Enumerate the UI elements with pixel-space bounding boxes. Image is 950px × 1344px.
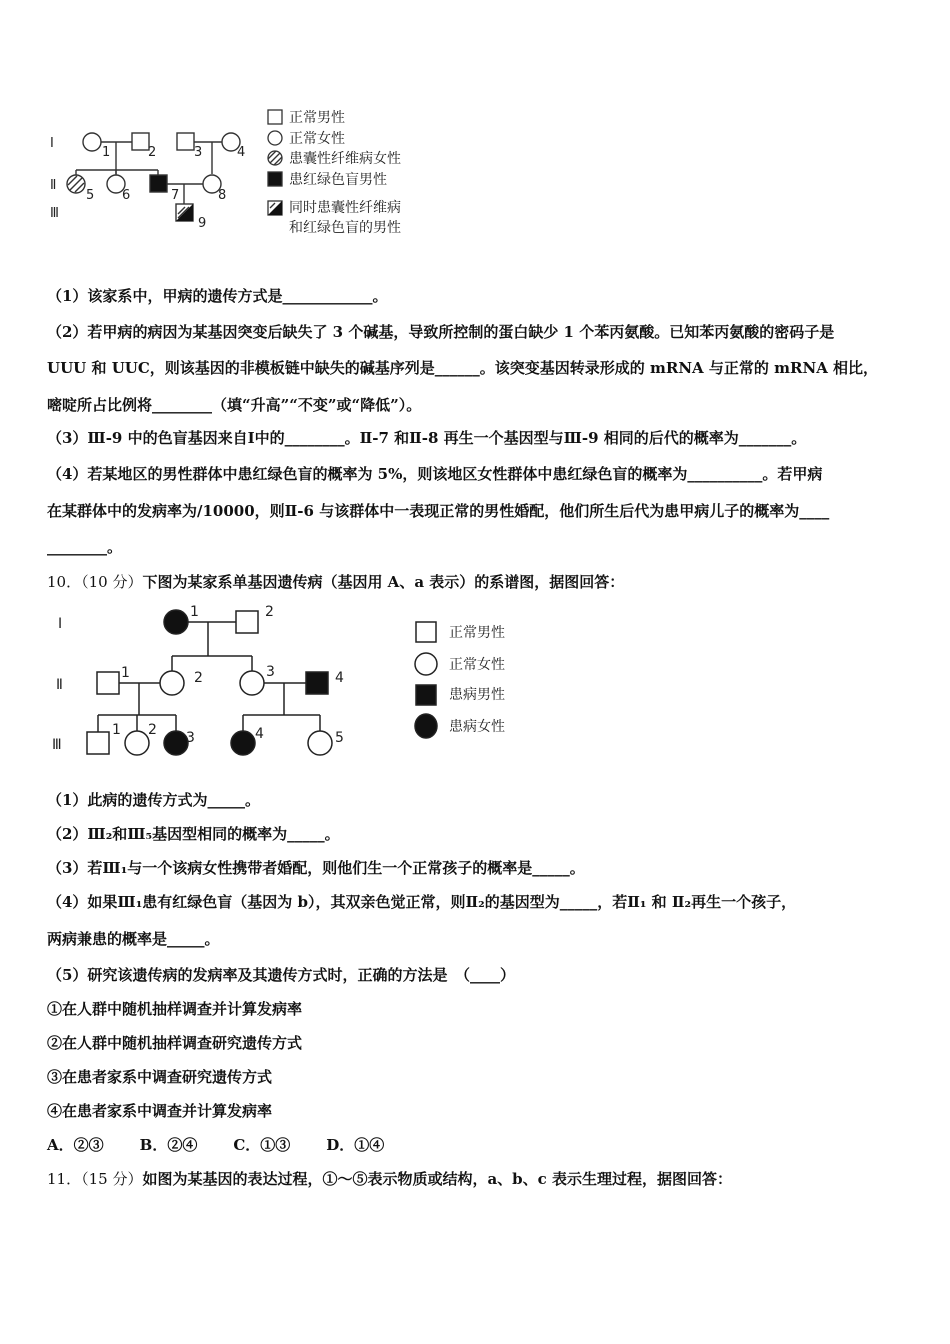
legend1-both-male-line1: 同时患囊性纤维病 xyxy=(289,200,401,216)
pedigree2-II1-normal-male xyxy=(97,672,119,694)
legend2-affected-female: 患病女性 xyxy=(449,719,505,735)
q11-number: 11． xyxy=(47,1170,82,1188)
pedigree1-gen-III: Ⅲ xyxy=(50,206,59,221)
q9-part2-line3: 嘧啶所占比例将________（填“升高”“不变”或“降低”）。 xyxy=(47,396,422,414)
q11-header xyxy=(47,1169,732,1189)
q10-option-d[interactable]: D．①④ xyxy=(326,1136,385,1154)
pedigree2-II3-normal-female xyxy=(240,671,264,695)
pedigree2-III1-normal-male xyxy=(87,732,109,754)
pedigree1-label-7: 7 xyxy=(171,188,180,203)
pedigree2-III5-normal-female xyxy=(308,731,332,755)
q10-part5: （5）研究该遗传病的发病率及其遗传方式时，正确的方法是 （____） xyxy=(47,966,515,984)
pedigree2-label-III1: 1 xyxy=(112,722,121,738)
pedigree2-label-I1: 1 xyxy=(190,604,199,620)
pedigree1-gen-II: Ⅱ xyxy=(50,178,57,193)
pedigree2-label-II2: 2 xyxy=(194,670,203,686)
pedigree1-I2-normal-male xyxy=(132,133,149,150)
pedigree1-label-4: 4 xyxy=(237,145,246,160)
q11-stem: 如图为某基因的表达过程，①～⑤表示物质或结构，a、b、c 表示生理过程，据图回答： xyxy=(142,1170,733,1188)
q10-part3: （3）若Ⅲ₁与一个该病女性携带者婚配，则他们生一个正常孩子的概率是_____。 xyxy=(47,859,585,877)
pedigree2-gen-I: Ⅰ xyxy=(58,616,63,632)
pedigree2-II2-normal-female xyxy=(160,671,184,695)
pedigree1-label-1: 1 xyxy=(102,145,111,160)
pedigree2-I2-normal-male xyxy=(236,611,258,633)
legend1-normal-male: 正常男性 xyxy=(289,110,345,126)
q10-score: （10 分） xyxy=(81,573,143,591)
q9-part2-line2: UUU 和 UUC，则该基因的非模板链中缺失的碱基序列是______。该突变基因转录形成的 mRNA 与正常的 mRNA 相比， xyxy=(47,359,879,377)
q10-header xyxy=(47,572,624,592)
pedigree1-label-6: 6 xyxy=(122,188,131,203)
q9-part4-line2: 在某群体中的发病率为/10000，则Ⅱ-6 与该群体中一表现正常的男性婚配，他们所生后代为患甲病儿子的概率为____ xyxy=(47,502,830,520)
q10-option-a[interactable]: A．②③ xyxy=(47,1136,104,1154)
pedigree1-II7-colorblind-male xyxy=(150,175,167,192)
pedigree1-label-8: 8 xyxy=(218,188,227,203)
pedigree2-II4-affected-male xyxy=(306,672,328,694)
pedigree1-label-3: 3 xyxy=(194,145,203,160)
pedigree2-label-III3: 3 xyxy=(186,730,195,746)
q10-number: 10． xyxy=(47,573,82,591)
pedigree-figure-1 xyxy=(44,100,444,240)
q9-part4-line1: （4）若某地区的男性群体中患红绿色盲的概率为 5%，则该地区女性群体中患红绿色盲的概率为__________。若甲病 xyxy=(47,465,823,483)
q9-part4-line3: ________。 xyxy=(47,538,123,556)
pedigree2-III2-normal-female xyxy=(125,731,149,755)
pedigree2-label-II4: 4 xyxy=(335,670,344,686)
pedigree2-label-II3: 3 xyxy=(266,664,275,680)
q10-item-4: ④在患者家系中调查并计算发病率 xyxy=(47,1102,273,1120)
legend2-normal-female: 正常女性 xyxy=(449,657,505,673)
q10-options xyxy=(47,1135,420,1155)
legend1-colorblind-male: 患红绿色盲男性 xyxy=(289,172,387,188)
q9-part3: （3）Ⅲ-9 中的色盲基因来自Ⅰ中的________。Ⅱ-7 和Ⅱ-8 再生一个基因型与Ⅲ-9 相同的后代的概率为_______。 xyxy=(47,429,807,447)
pedigree2-label-II1: 1 xyxy=(121,665,130,681)
pedigree-figure-2 xyxy=(44,598,524,774)
pedigree2-gen-II: Ⅱ xyxy=(56,677,63,693)
pedigree2-label-III4: 4 xyxy=(255,726,264,742)
pedigree2-gen-III: Ⅲ xyxy=(52,737,62,753)
q10-item-3: ③在患者家系中调查研究遗传方式 xyxy=(47,1068,273,1086)
legend1-cf-female: 患囊性纤维病女性 xyxy=(289,151,401,167)
legend2-normal-male: 正常男性 xyxy=(449,625,505,641)
q9-part1: （1）该家系中，甲病的遗传方式是____________。 xyxy=(47,287,388,305)
pedigree2-III3-affected-female xyxy=(164,731,188,755)
pedigree2-III4-affected-female xyxy=(231,731,255,755)
pedigree1-label-5: 5 xyxy=(86,188,95,203)
legend1-normal-female: 正常女性 xyxy=(289,131,345,147)
q9-part2-line1: （2）若甲病的病因为某基因突变后缺失了 3 个碱基，导致所控制的蛋白缺少 1 个苯丙氨酸。已知苯丙氨酸的密码子是 xyxy=(47,323,835,341)
pedigree2-label-III5: 5 xyxy=(335,730,344,746)
q10-part4-line2: 两病兼患的概率是_____。 xyxy=(47,930,220,948)
pedigree2-I1-affected-female xyxy=(164,610,188,634)
pedigree1-gen-I: Ⅰ xyxy=(50,136,54,151)
pedigree2-label-III2: 2 xyxy=(148,722,157,738)
pedigree1-label-2: 2 xyxy=(148,145,157,160)
q10-part2: （2）Ⅲ₂和Ⅲ₅基因型相同的概率为_____。 xyxy=(47,825,340,843)
pedigree1-I1-normal-female xyxy=(83,133,101,151)
pedigree1-label-9: 9 xyxy=(198,216,207,231)
q10-part1: （1）此病的遗传方式为_____。 xyxy=(47,791,260,809)
legend2-affected-male: 患病男性 xyxy=(449,687,505,703)
q10-part4-line1: （4）如果Ⅲ₁患有红绿色盲（基因为 b），其双亲色觉正常，则Ⅱ₂的基因型为_____，若Ⅱ₁ 和 Ⅱ₂再生一个孩子， xyxy=(47,893,797,911)
q10-option-b[interactable]: B．②④ xyxy=(139,1136,198,1154)
q11-score: （15 分） xyxy=(81,1170,143,1188)
q10-item-1: ①在人群中随机抽样调查并计算发病率 xyxy=(47,1000,303,1018)
q10-stem: 下图为某家系单基因遗传病（基因用 A、a 表示）的系谱图，据图回答： xyxy=(142,573,625,591)
pedigree2-label-I2: 2 xyxy=(265,604,274,620)
q10-item-2: ②在人群中随机抽样调查研究遗传方式 xyxy=(47,1034,303,1052)
q10-option-c[interactable]: C．①③ xyxy=(233,1136,291,1154)
pedigree1-I3-normal-male xyxy=(177,133,194,150)
legend1-both-male-line2: 和红绿色盲的男性 xyxy=(289,220,401,236)
